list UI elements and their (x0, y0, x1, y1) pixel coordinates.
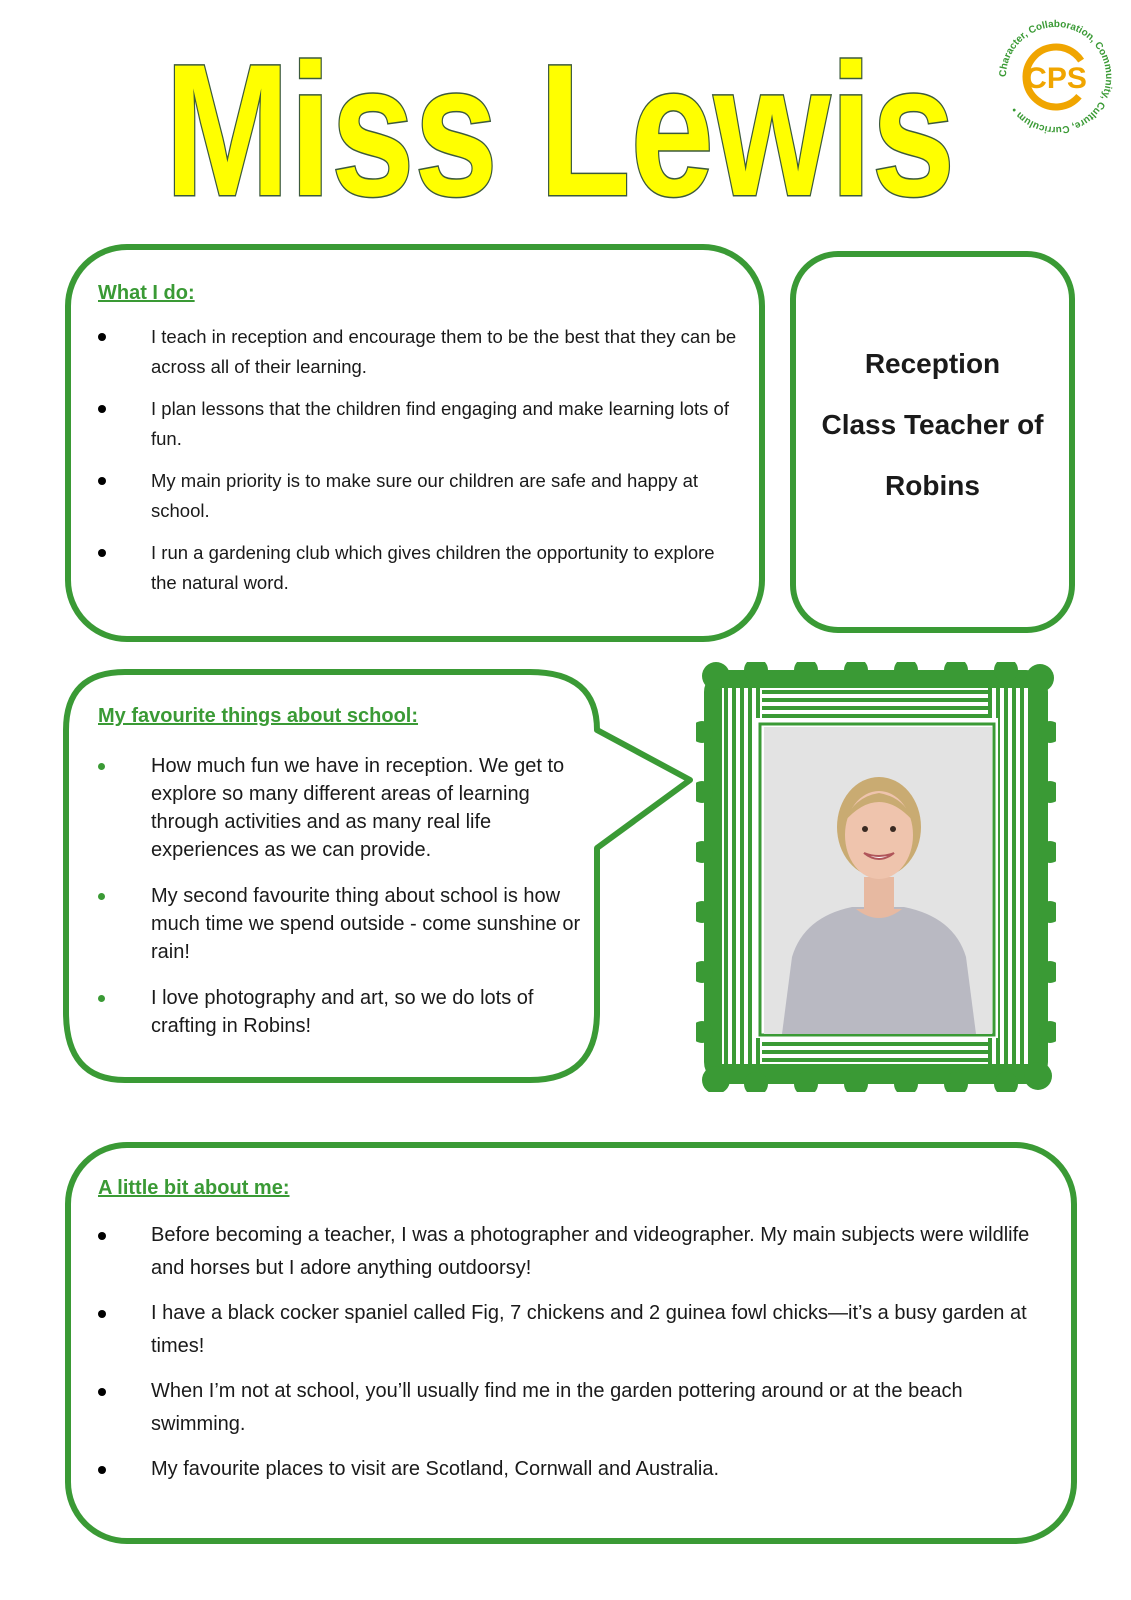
bullet-icon (98, 995, 105, 1002)
list-item: When I’m not at school, you’ll usually find me in the garden pottering around or at the beach swimming. (98, 1375, 1058, 1441)
bullet-icon (98, 763, 105, 770)
list-item: I run a gardening club which gives children the opportunity to explore the natural word. (98, 538, 738, 598)
bullet-icon (98, 549, 106, 557)
title-text: Miss Lewis (165, 30, 955, 220)
bullet-icon (98, 333, 106, 341)
about-me-heading: A little bit about me: (98, 1177, 290, 1199)
favourites-heading: My favourite things about school: (98, 705, 419, 727)
about-me-list (98, 1219, 1058, 1498)
bullet-icon (98, 1310, 106, 1318)
bullet-icon (98, 1232, 106, 1240)
favourites-list (98, 752, 598, 1058)
bullet-icon (98, 1388, 106, 1396)
teacher-photo (764, 727, 992, 1034)
role-line: Class Teacher of (821, 409, 1044, 440)
list-item: I love photography and art, so we do lots of crafting in Robins! (98, 984, 598, 1040)
what-i-do-heading: What I do: (98, 282, 195, 304)
role-title (790, 333, 1075, 516)
role-line: Reception (864, 348, 1001, 379)
bullet-icon (98, 477, 106, 485)
list-item: How much fun we have in reception. We get to explore so many different areas of learning through activities and as many real life experiences as we can provide. (98, 752, 598, 864)
page-title (140, 30, 980, 220)
list-item: I plan lessons that the children find engaging and make learning lots of fun. (98, 394, 738, 454)
bullet-icon (98, 405, 106, 413)
school-logo (993, 14, 1119, 140)
role-line: Robins (885, 470, 980, 501)
list-item: My second favourite thing about school is how much time we spend outside - come sunshine or rain! (98, 882, 598, 966)
list-item: My favourite places to visit are Scotland, Cornwall and Australia. (98, 1453, 1058, 1486)
logo-initials: CPS (1025, 62, 1087, 95)
logo-ring-text: Character, Collaboration, Community, Culture, Curriculum • (997, 18, 1115, 136)
bullet-icon (98, 1466, 106, 1474)
bullet-icon (98, 893, 105, 900)
what-i-do-list (98, 322, 738, 610)
list-item: My main priority is to make sure our children are safe and happy at school. (98, 466, 738, 526)
list-item: I have a black cocker spaniel called Fig, 7 chickens and 2 guinea fowl chicks—it’s a busy garden at times! (98, 1297, 1058, 1363)
list-item: I teach in reception and encourage them to be the best that they can be across all of their learning. (98, 322, 738, 382)
list-item: Before becoming a teacher, I was a photographer and videographer. My main subjects were wildlife and horses but I adore anything outdoorsy! (98, 1219, 1058, 1285)
